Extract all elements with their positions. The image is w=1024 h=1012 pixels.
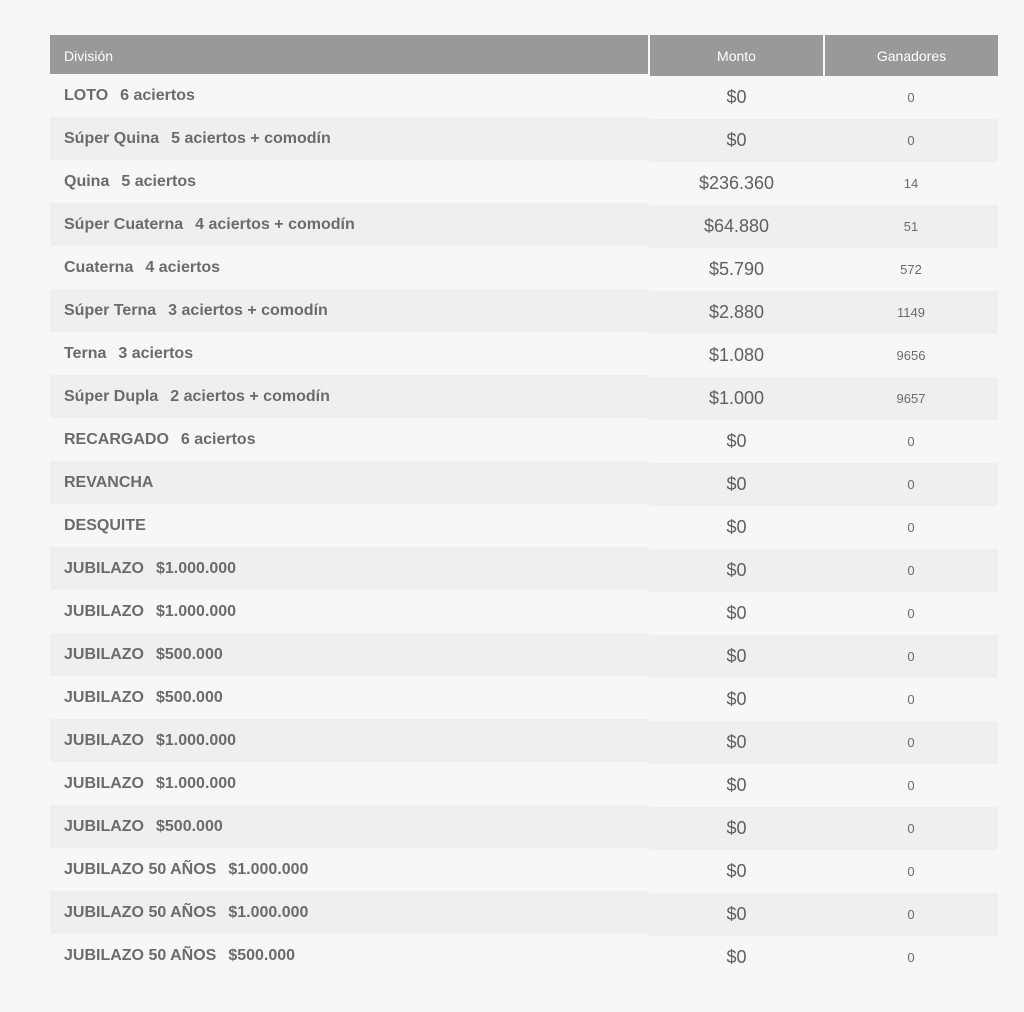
ganadores-cell: 0: [824, 721, 998, 764]
monto-cell: $0: [649, 807, 824, 850]
table-row: [50, 592, 998, 635]
division-detail: 6 aciertos: [180, 430, 256, 448]
monto-cell: $0: [649, 721, 824, 764]
monto-cell: $0: [649, 936, 824, 979]
division-name: Quina: [64, 172, 110, 190]
ganadores-cell: 14: [824, 162, 998, 205]
ganadores-cell: 0: [824, 592, 998, 635]
division-cell: [50, 418, 649, 461]
division-detail: 4 aciertos: [145, 258, 221, 276]
table-row: [50, 162, 998, 205]
table-body: [50, 76, 998, 979]
division-cell: [50, 289, 649, 332]
monto-cell: $236.360: [649, 162, 824, 205]
division-detail: $500.000: [156, 645, 223, 663]
division-cell: [50, 805, 649, 848]
division-detail: $500.000: [156, 817, 223, 835]
table-row: [50, 721, 998, 764]
monto-cell: $0: [649, 119, 824, 162]
division-cell: [50, 74, 649, 117]
monto-cell: $0: [649, 850, 824, 893]
table-row: [50, 936, 998, 979]
ganadores-cell: 0: [824, 463, 998, 506]
division-detail: $1.000.000: [156, 559, 237, 577]
division-cell: [50, 719, 649, 762]
ganadores-cell: 9657: [824, 377, 998, 420]
monto-cell: $0: [649, 678, 824, 721]
table-row: [50, 635, 998, 678]
division-cell: [50, 461, 649, 504]
division-cell: [50, 203, 649, 246]
division-cell: [50, 246, 649, 289]
division-name: RECARGADO: [64, 430, 169, 448]
division-cell: [50, 891, 649, 934]
division-detail: 6 aciertos: [120, 86, 195, 104]
division-detail: 5 aciertos + comodín: [171, 129, 331, 147]
division-name: Cuaterna: [64, 258, 134, 276]
table-row: [50, 377, 998, 420]
division-cell: [50, 375, 649, 418]
division-cell: [50, 934, 649, 977]
table-row: [50, 850, 998, 893]
header-ganadores: Ganadores: [824, 35, 998, 76]
ganadores-cell: 0: [824, 764, 998, 807]
division-name: JUBILAZO: [64, 559, 144, 577]
division-name: JUBILAZO 50 AÑOS: [64, 903, 217, 921]
monto-cell: $0: [649, 549, 824, 592]
division-detail: $500.000: [156, 688, 223, 706]
ganadores-cell: 0: [824, 893, 998, 936]
monto-cell: $0: [649, 893, 824, 936]
ganadores-cell: 0: [824, 506, 998, 549]
monto-cell: $0: [649, 635, 824, 678]
ganadores-cell: 0: [824, 807, 998, 850]
division-name: DESQUITE: [64, 516, 146, 534]
ganadores-cell: 9656: [824, 334, 998, 377]
monto-cell: $0: [649, 76, 824, 119]
ganadores-cell: 0: [824, 420, 998, 463]
division-name: JUBILAZO 50 AÑOS: [64, 860, 217, 878]
header-row: [50, 35, 998, 76]
table-row: [50, 678, 998, 721]
division-detail: $1.000.000: [156, 731, 237, 749]
division-name: JUBILAZO: [64, 817, 144, 835]
division-detail: $1.000.000: [156, 774, 237, 792]
division-cell: [50, 762, 649, 805]
table-row: [50, 807, 998, 850]
division-name: JUBILAZO: [64, 645, 144, 663]
division-name: JUBILAZO: [64, 602, 144, 620]
division-cell: [50, 117, 649, 160]
table-row: [50, 248, 998, 291]
division-detail: $1.000.000: [228, 860, 309, 878]
monto-cell: $0: [649, 506, 824, 549]
ganadores-cell: 0: [824, 850, 998, 893]
table-row: [50, 119, 998, 162]
ganadores-cell: 1149: [824, 291, 998, 334]
ganadores-cell: 0: [824, 936, 998, 979]
ganadores-cell: 0: [824, 549, 998, 592]
table-row: [50, 334, 998, 377]
monto-cell: $1.080: [649, 334, 824, 377]
table-row: [50, 463, 998, 506]
monto-cell: $0: [649, 463, 824, 506]
division-name: Súper Terna: [64, 301, 157, 319]
division-name: Terna: [64, 344, 107, 362]
division-detail: 2 aciertos + comodín: [170, 387, 330, 405]
results-table-container: [50, 35, 998, 979]
prize-results-table: [50, 35, 998, 979]
division-cell: [50, 676, 649, 719]
division-detail: 3 aciertos: [118, 344, 194, 362]
division-name: REVANCHA: [64, 473, 154, 491]
table-row: [50, 893, 998, 936]
table-row: [50, 506, 998, 549]
division-name: Súper Dupla: [64, 387, 159, 405]
monto-cell: $1.000: [649, 377, 824, 420]
division-name: JUBILAZO: [64, 731, 144, 749]
monto-cell: $5.790: [649, 248, 824, 291]
monto-cell: $64.880: [649, 205, 824, 248]
monto-cell: $0: [649, 420, 824, 463]
monto-cell: $2.880: [649, 291, 824, 334]
division-cell: [50, 160, 649, 203]
table-row: [50, 205, 998, 248]
division-cell: [50, 547, 649, 590]
header-monto: Monto: [649, 35, 824, 76]
division-detail: $1.000.000: [228, 903, 309, 921]
division-name: JUBILAZO: [64, 688, 144, 706]
division-cell: [50, 848, 649, 891]
monto-cell: $0: [649, 592, 824, 635]
monto-cell: $0: [649, 764, 824, 807]
ganadores-cell: 0: [824, 635, 998, 678]
table-row: [50, 291, 998, 334]
division-cell: [50, 332, 649, 375]
ganadores-cell: 0: [824, 678, 998, 721]
division-cell: [50, 504, 649, 547]
division-detail: 4 aciertos + comodín: [195, 215, 355, 233]
division-detail: 5 aciertos: [121, 172, 197, 190]
division-name: LOTO: [64, 86, 109, 104]
division-name: JUBILAZO 50 AÑOS: [64, 946, 217, 964]
ganadores-cell: 572: [824, 248, 998, 291]
division-name: Súper Quina: [64, 129, 160, 147]
division-detail: $500.000: [228, 946, 296, 964]
division-cell: [50, 590, 649, 633]
table-row: [50, 549, 998, 592]
table-row: [50, 420, 998, 463]
header-division: División: [50, 35, 649, 76]
table-header: [50, 35, 998, 76]
ganadores-cell: 0: [824, 76, 998, 119]
table-row: [50, 76, 998, 119]
ganadores-cell: 51: [824, 205, 998, 248]
division-cell: [50, 633, 649, 676]
table-row: [50, 764, 998, 807]
ganadores-cell: 0: [824, 119, 998, 162]
division-name: JUBILAZO: [64, 774, 144, 792]
division-name: Súper Cuaterna: [64, 215, 184, 233]
division-detail: $1.000.000: [156, 602, 237, 620]
division-detail: 3 aciertos + comodín: [168, 301, 328, 319]
